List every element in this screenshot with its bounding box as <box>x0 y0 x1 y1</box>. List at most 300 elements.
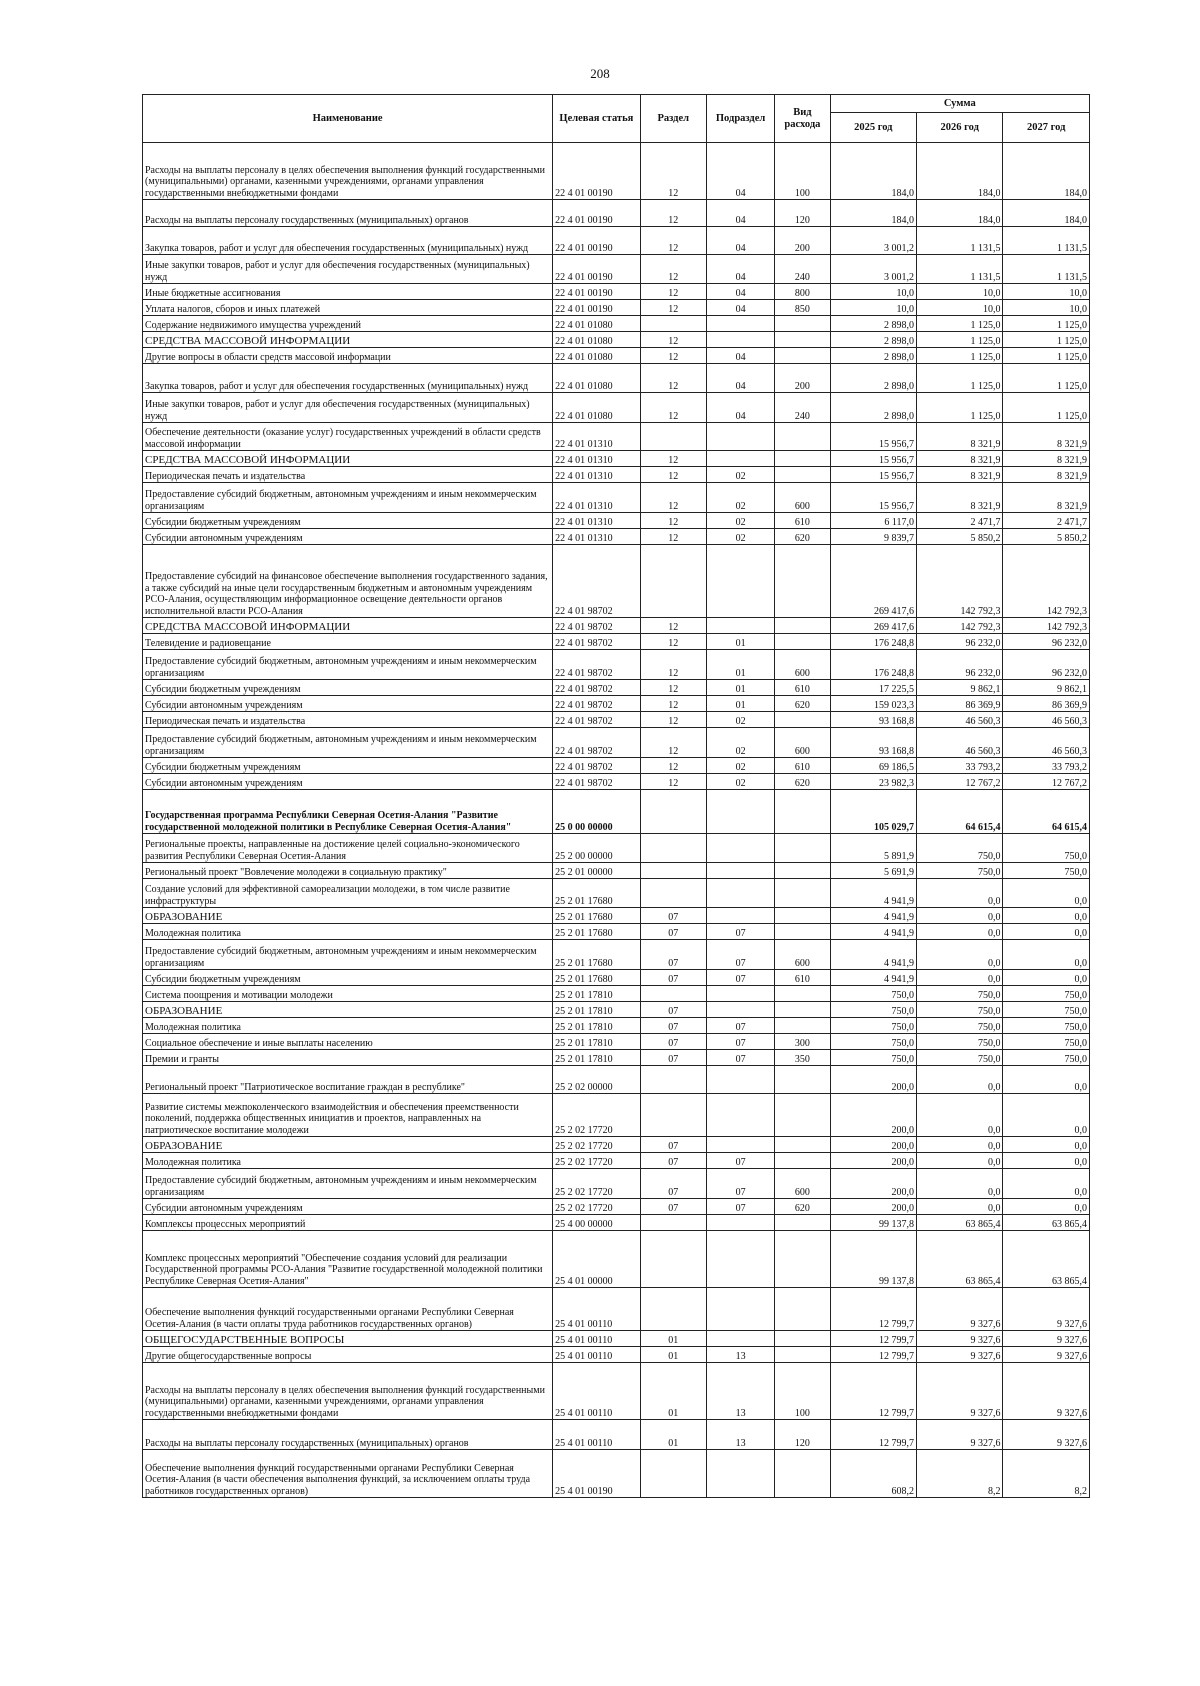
row-code: 22 4 01 01310 <box>553 451 640 467</box>
row-2027: 46 560,3 <box>1003 712 1090 728</box>
row-section: 12 <box>640 300 706 316</box>
row-2026: 0,0 <box>917 924 1003 940</box>
row-code: 22 4 01 00190 <box>553 143 640 200</box>
table-row <box>143 300 1090 316</box>
row-vid: 610 <box>775 970 830 986</box>
row-2025: 17 225,5 <box>830 680 916 696</box>
row-subsection: 07 <box>706 924 774 940</box>
row-subsection <box>706 618 774 634</box>
row-2027: 142 792,3 <box>1003 618 1090 634</box>
row-2025: 200,0 <box>830 1066 916 1094</box>
row-name: Телевидение и радиовещание <box>143 634 553 650</box>
row-2025: 2 898,0 <box>830 393 916 423</box>
row-section: 12 <box>640 143 706 200</box>
row-name: Периодическая печать и издательства <box>143 712 553 728</box>
row-2027: 2 471,7 <box>1003 513 1090 529</box>
table-row <box>143 728 1090 758</box>
row-2026: 12 767,2 <box>917 774 1003 790</box>
row-2025: 93 168,8 <box>830 728 916 758</box>
header-sum: Сумма <box>830 95 1089 113</box>
header-vid: Вид расхода <box>775 95 830 143</box>
row-name: Субсидии автономным учреждениям <box>143 774 553 790</box>
row-2025: 5 891,9 <box>830 834 916 863</box>
row-vid <box>775 348 830 364</box>
row-section <box>640 1231 706 1288</box>
row-vid: 100 <box>775 1363 830 1420</box>
row-subsection <box>706 1450 774 1498</box>
row-code: 25 4 01 00110 <box>553 1347 640 1363</box>
row-2025: 12 799,7 <box>830 1331 916 1347</box>
row-2026: 86 369,9 <box>917 696 1003 712</box>
table-row <box>143 1018 1090 1034</box>
row-section: 12 <box>640 284 706 300</box>
row-2025: 15 956,7 <box>830 483 916 513</box>
row-name: Расходы на выплаты персоналу в целях обеспечения выполнения функций государственными (муниципальными) органами, казенными учреждениями, органами управления государственными внебюджетными фондами <box>143 1363 553 1420</box>
row-vid <box>775 1094 830 1137</box>
row-2026: 8 321,9 <box>917 451 1003 467</box>
row-2025: 2 898,0 <box>830 332 916 348</box>
row-code: 25 4 01 00110 <box>553 1363 640 1420</box>
row-2027: 1 125,0 <box>1003 332 1090 348</box>
row-subsection <box>706 986 774 1002</box>
row-vid <box>775 545 830 618</box>
row-name: Субсидии бюджетным учреждениям <box>143 970 553 986</box>
row-code: 22 4 01 98702 <box>553 758 640 774</box>
row-2025: 269 417,6 <box>830 545 916 618</box>
row-2026: 750,0 <box>917 1002 1003 1018</box>
row-2026: 96 232,0 <box>917 650 1003 680</box>
row-2026: 750,0 <box>917 1050 1003 1066</box>
row-2025: 93 168,8 <box>830 712 916 728</box>
row-2025: 200,0 <box>830 1199 916 1215</box>
row-code: 22 4 01 01310 <box>553 467 640 483</box>
table-row <box>143 986 1090 1002</box>
row-2027: 8 321,9 <box>1003 451 1090 467</box>
table-row <box>143 618 1090 634</box>
row-section <box>640 863 706 879</box>
row-code: 25 4 01 00000 <box>553 1231 640 1288</box>
row-subsection <box>706 332 774 348</box>
row-2027: 8 321,9 <box>1003 467 1090 483</box>
row-subsection: 04 <box>706 393 774 423</box>
table-row <box>143 879 1090 908</box>
row-2026: 8 321,9 <box>917 483 1003 513</box>
row-section: 07 <box>640 1153 706 1169</box>
row-code: 22 4 01 98702 <box>553 728 640 758</box>
row-2027: 8 321,9 <box>1003 423 1090 451</box>
row-section <box>640 1450 706 1498</box>
row-subsection <box>706 863 774 879</box>
row-subsection: 04 <box>706 284 774 300</box>
row-2026: 142 792,3 <box>917 618 1003 634</box>
table-row <box>143 1231 1090 1288</box>
row-vid: 620 <box>775 774 830 790</box>
row-code: 22 4 01 01080 <box>553 348 640 364</box>
table-row <box>143 332 1090 348</box>
table-row <box>143 1347 1090 1363</box>
row-name: Субсидии бюджетным учреждениям <box>143 758 553 774</box>
row-2027: 0,0 <box>1003 1094 1090 1137</box>
row-subsection: 07 <box>706 1153 774 1169</box>
row-2027: 5 850,2 <box>1003 529 1090 545</box>
row-name: Региональный проект "Вовлечение молодежи в социальную практику" <box>143 863 553 879</box>
row-subsection: 01 <box>706 650 774 680</box>
row-code: 22 4 01 00190 <box>553 300 640 316</box>
row-vid: 620 <box>775 696 830 712</box>
row-code: 25 2 01 17810 <box>553 986 640 1002</box>
row-code: 22 4 01 98702 <box>553 545 640 618</box>
table-row <box>143 863 1090 879</box>
row-2025: 200,0 <box>830 1137 916 1153</box>
row-vid: 120 <box>775 200 830 227</box>
row-section: 12 <box>640 728 706 758</box>
row-subsection: 02 <box>706 774 774 790</box>
row-code: 22 4 01 01310 <box>553 513 640 529</box>
row-section: 12 <box>640 483 706 513</box>
row-subsection: 01 <box>706 634 774 650</box>
row-2025: 176 248,8 <box>830 634 916 650</box>
row-2026: 33 793,2 <box>917 758 1003 774</box>
header-2027: 2027 год <box>1003 113 1090 143</box>
row-2027: 8 321,9 <box>1003 483 1090 513</box>
header-section: Раздел <box>640 95 706 143</box>
row-name: Предоставление субсидий на финансовое обеспечение выполнения государственного задания, а также субсидий на иные цели государственным бюджетным и автономным учреждениям РСО-Алания, осуществляющим информационное освещение деятельности органов исполнительной власти РСО-Алания <box>143 545 553 618</box>
row-subsection <box>706 423 774 451</box>
row-name: Закупка товаров, работ и услуг для обеспечения государственных (муниципальных) нужд <box>143 364 553 393</box>
table-row <box>143 348 1090 364</box>
row-name: Другие вопросы в области средств массовой информации <box>143 348 553 364</box>
row-name: ОБРАЗОВАНИЕ <box>143 908 553 924</box>
row-vid <box>775 332 830 348</box>
table-row <box>143 712 1090 728</box>
row-2025: 269 417,6 <box>830 618 916 634</box>
table-row <box>143 774 1090 790</box>
row-2025: 105 029,7 <box>830 790 916 834</box>
row-vid <box>775 316 830 332</box>
row-2025: 200,0 <box>830 1153 916 1169</box>
row-2025: 6 117,0 <box>830 513 916 529</box>
row-code: 25 2 01 17680 <box>553 940 640 970</box>
row-2026: 1 131,5 <box>917 227 1003 255</box>
row-2027: 1 125,0 <box>1003 393 1090 423</box>
page-number: 208 <box>590 66 610 81</box>
row-subsection: 02 <box>706 758 774 774</box>
row-name: Государственная программа Республики Северная Осетия-Алания "Развитие государственной молодежной политики в Республике Северная Осетия-Алания" <box>143 790 553 834</box>
row-vid: 200 <box>775 227 830 255</box>
row-vid <box>775 834 830 863</box>
row-vid <box>775 1288 830 1331</box>
row-2026: 46 560,3 <box>917 712 1003 728</box>
row-section: 12 <box>640 200 706 227</box>
row-2027: 184,0 <box>1003 143 1090 200</box>
row-subsection: 13 <box>706 1363 774 1420</box>
row-2026: 9 327,6 <box>917 1347 1003 1363</box>
row-code: 25 2 01 17680 <box>553 924 640 940</box>
row-code: 25 4 01 00190 <box>553 1450 640 1498</box>
row-vid: 350 <box>775 1050 830 1066</box>
row-subsection <box>706 1288 774 1331</box>
row-2027: 12 767,2 <box>1003 774 1090 790</box>
row-name: Молодежная политика <box>143 1018 553 1034</box>
row-code: 22 4 01 00190 <box>553 255 640 284</box>
row-2027: 10,0 <box>1003 300 1090 316</box>
row-code: 22 4 01 01080 <box>553 364 640 393</box>
row-name: Иные закупки товаров, работ и услуг для обеспечения государственных (муниципальных) нужд <box>143 255 553 284</box>
row-subsection: 07 <box>706 1034 774 1050</box>
row-subsection: 02 <box>706 483 774 513</box>
row-2025: 750,0 <box>830 1034 916 1050</box>
row-section: 12 <box>640 696 706 712</box>
table-row <box>143 255 1090 284</box>
row-2026: 63 865,4 <box>917 1231 1003 1288</box>
row-2027: 0,0 <box>1003 940 1090 970</box>
row-section: 07 <box>640 1002 706 1018</box>
table-row <box>143 790 1090 834</box>
row-2027: 750,0 <box>1003 1002 1090 1018</box>
row-2026: 750,0 <box>917 834 1003 863</box>
table-row <box>143 1094 1090 1137</box>
row-2027: 33 793,2 <box>1003 758 1090 774</box>
row-vid <box>775 1018 830 1034</box>
row-section: 12 <box>640 364 706 393</box>
row-subsection <box>706 1137 774 1153</box>
row-2026: 184,0 <box>917 200 1003 227</box>
row-section <box>640 1066 706 1094</box>
row-section: 12 <box>640 227 706 255</box>
row-2026: 0,0 <box>917 908 1003 924</box>
row-2027: 1 131,5 <box>1003 227 1090 255</box>
row-2027: 9 327,6 <box>1003 1288 1090 1331</box>
row-2027: 0,0 <box>1003 970 1090 986</box>
row-2026: 0,0 <box>917 1169 1003 1199</box>
row-section: 12 <box>640 712 706 728</box>
row-2025: 2 898,0 <box>830 364 916 393</box>
row-code: 22 4 01 98702 <box>553 618 640 634</box>
table-row <box>143 1034 1090 1050</box>
row-section: 07 <box>640 1137 706 1153</box>
row-2025: 176 248,8 <box>830 650 916 680</box>
row-code: 25 2 01 17810 <box>553 1050 640 1066</box>
table-row <box>143 924 1090 940</box>
row-code: 22 4 01 00190 <box>553 227 640 255</box>
row-2027: 750,0 <box>1003 834 1090 863</box>
row-section: 12 <box>640 758 706 774</box>
row-2025: 4 941,9 <box>830 940 916 970</box>
row-name: Система поощрения и мотивации молодежи <box>143 986 553 1002</box>
row-code: 22 4 01 98702 <box>553 650 640 680</box>
row-name: СРЕДСТВА МАССОВОЙ ИНФОРМАЦИИ <box>143 451 553 467</box>
row-section: 12 <box>640 451 706 467</box>
row-vid: 600 <box>775 1169 830 1199</box>
table-row <box>143 1153 1090 1169</box>
table-row <box>143 227 1090 255</box>
row-code: 25 2 01 00000 <box>553 863 640 879</box>
row-subsection <box>706 545 774 618</box>
row-vid: 800 <box>775 284 830 300</box>
row-2026: 9 327,6 <box>917 1363 1003 1420</box>
row-2027: 0,0 <box>1003 908 1090 924</box>
row-2027: 8,2 <box>1003 1450 1090 1498</box>
row-vid: 610 <box>775 513 830 529</box>
row-subsection <box>706 1002 774 1018</box>
row-vid: 610 <box>775 758 830 774</box>
row-name: ОБРАЗОВАНИЕ <box>143 1002 553 1018</box>
row-2025: 15 956,7 <box>830 467 916 483</box>
row-subsection: 04 <box>706 227 774 255</box>
row-2026: 0,0 <box>917 1199 1003 1215</box>
row-subsection: 07 <box>706 1199 774 1215</box>
row-2026: 142 792,3 <box>917 545 1003 618</box>
row-vid <box>775 863 830 879</box>
row-2026: 8 321,9 <box>917 423 1003 451</box>
row-2026: 96 232,0 <box>917 634 1003 650</box>
row-2027: 10,0 <box>1003 284 1090 300</box>
row-name: Предоставление субсидий бюджетным, автономным учреждениям и иным некоммерческим организациям <box>143 650 553 680</box>
header-subsection: Подраздел <box>706 95 774 143</box>
row-code: 25 2 02 17720 <box>553 1153 640 1169</box>
row-2025: 12 799,7 <box>830 1420 916 1450</box>
row-code: 22 4 01 98702 <box>553 774 640 790</box>
row-2027: 86 369,9 <box>1003 696 1090 712</box>
row-2027: 63 865,4 <box>1003 1215 1090 1231</box>
row-subsection <box>706 1331 774 1347</box>
row-name: Субсидии бюджетным учреждениям <box>143 680 553 696</box>
row-subsection: 07 <box>706 970 774 986</box>
row-2027: 750,0 <box>1003 863 1090 879</box>
row-vid: 600 <box>775 483 830 513</box>
row-vid <box>775 1331 830 1347</box>
table-row <box>143 1169 1090 1199</box>
row-section: 12 <box>640 332 706 348</box>
header-2026: 2026 год <box>917 113 1003 143</box>
row-code: 22 4 01 01310 <box>553 529 640 545</box>
row-2027: 0,0 <box>1003 1153 1090 1169</box>
row-2027: 750,0 <box>1003 1018 1090 1034</box>
row-vid <box>775 1066 830 1094</box>
row-section: 12 <box>640 393 706 423</box>
row-2026: 1 125,0 <box>917 348 1003 364</box>
row-code: 22 4 01 01310 <box>553 483 640 513</box>
row-2027: 1 125,0 <box>1003 348 1090 364</box>
row-name: СРЕДСТВА МАССОВОЙ ИНФОРМАЦИИ <box>143 332 553 348</box>
row-2026: 0,0 <box>917 1066 1003 1094</box>
row-2026: 0,0 <box>917 970 1003 986</box>
row-subsection <box>706 834 774 863</box>
row-section: 07 <box>640 940 706 970</box>
row-section <box>640 545 706 618</box>
row-section: 01 <box>640 1363 706 1420</box>
row-2025: 10,0 <box>830 300 916 316</box>
table-row <box>143 758 1090 774</box>
row-2027: 46 560,3 <box>1003 728 1090 758</box>
header-code: Целевая статья <box>553 95 640 143</box>
row-subsection: 04 <box>706 300 774 316</box>
row-vid <box>775 467 830 483</box>
row-section: 12 <box>640 529 706 545</box>
row-section: 12 <box>640 680 706 696</box>
row-2026: 8 321,9 <box>917 467 1003 483</box>
row-section: 12 <box>640 513 706 529</box>
header-2025: 2025 год <box>830 113 916 143</box>
row-name: Предоставление субсидий бюджетным, автономным учреждениям и иным некоммерческим организациям <box>143 728 553 758</box>
row-subsection <box>706 451 774 467</box>
row-2027: 96 232,0 <box>1003 634 1090 650</box>
row-vid: 620 <box>775 529 830 545</box>
table-header <box>143 95 1090 143</box>
row-2025: 2 898,0 <box>830 316 916 332</box>
row-2026: 0,0 <box>917 879 1003 908</box>
row-vid <box>775 1002 830 1018</box>
row-section: 07 <box>640 924 706 940</box>
row-2025: 99 137,8 <box>830 1215 916 1231</box>
row-name: Комплекс процессных мероприятий "Обеспечение создания условий для реализации Государственной программы РСО-Алания "Развитие государственной молодежной политики Республике Северная Осетия-Алания" <box>143 1231 553 1288</box>
row-subsection: 04 <box>706 348 774 364</box>
row-2026: 750,0 <box>917 1018 1003 1034</box>
row-section: 07 <box>640 908 706 924</box>
table-row <box>143 483 1090 513</box>
row-code: 25 2 02 00000 <box>553 1066 640 1094</box>
row-name: Субсидии автономным учреждениям <box>143 529 553 545</box>
table-row <box>143 908 1090 924</box>
row-name: Предоставление субсидий бюджетным, автономным учреждениям и иным некоммерческим организациям <box>143 1169 553 1199</box>
row-2025: 23 982,3 <box>830 774 916 790</box>
row-vid: 240 <box>775 393 830 423</box>
row-name: Расходы на выплаты персоналу в целях обеспечения выполнения функций государственными (муниципальными) органами, казенными учреждениями, органами управления государственными внебюджетными фондами <box>143 143 553 200</box>
row-2025: 608,2 <box>830 1450 916 1498</box>
table-row <box>143 1199 1090 1215</box>
row-2026: 10,0 <box>917 300 1003 316</box>
row-name: Обеспечение выполнения функций государственными органами Республики Северная Осетия-Алания (в части обеспечения выполнения функций, за исключением оплаты труда работников государственных органов) <box>143 1450 553 1498</box>
row-vid <box>775 986 830 1002</box>
row-vid <box>775 1137 830 1153</box>
table-row <box>143 1066 1090 1094</box>
table-row <box>143 696 1090 712</box>
table-row <box>143 1137 1090 1153</box>
row-section: 07 <box>640 970 706 986</box>
row-2026: 1 125,0 <box>917 332 1003 348</box>
row-name: Молодежная политика <box>143 924 553 940</box>
row-2026: 46 560,3 <box>917 728 1003 758</box>
row-2025: 12 799,7 <box>830 1363 916 1420</box>
row-2026: 9 327,6 <box>917 1420 1003 1450</box>
row-subsection <box>706 1231 774 1288</box>
table-row <box>143 423 1090 451</box>
row-2027: 750,0 <box>1003 986 1090 1002</box>
row-2026: 0,0 <box>917 940 1003 970</box>
table-row <box>143 1450 1090 1498</box>
row-2027: 9 327,6 <box>1003 1363 1090 1420</box>
row-name: Обеспечение деятельности (оказание услуг) государственных учреждений в области средств массовой информации <box>143 423 553 451</box>
table-row <box>143 940 1090 970</box>
row-vid: 240 <box>775 255 830 284</box>
row-2025: 750,0 <box>830 1050 916 1066</box>
row-2025: 3 001,2 <box>830 227 916 255</box>
row-section: 01 <box>640 1331 706 1347</box>
row-2025: 4 941,9 <box>830 879 916 908</box>
row-2025: 5 691,9 <box>830 863 916 879</box>
row-section: 12 <box>640 348 706 364</box>
row-2027: 0,0 <box>1003 1169 1090 1199</box>
row-section <box>640 1094 706 1137</box>
row-2025: 12 799,7 <box>830 1288 916 1331</box>
row-name: Субсидии бюджетным учреждениям <box>143 513 553 529</box>
row-code: 22 4 01 98702 <box>553 680 640 696</box>
row-vid: 100 <box>775 143 830 200</box>
row-2025: 15 956,7 <box>830 451 916 467</box>
row-2025: 10,0 <box>830 284 916 300</box>
row-2025: 184,0 <box>830 143 916 200</box>
row-2026: 63 865,4 <box>917 1215 1003 1231</box>
